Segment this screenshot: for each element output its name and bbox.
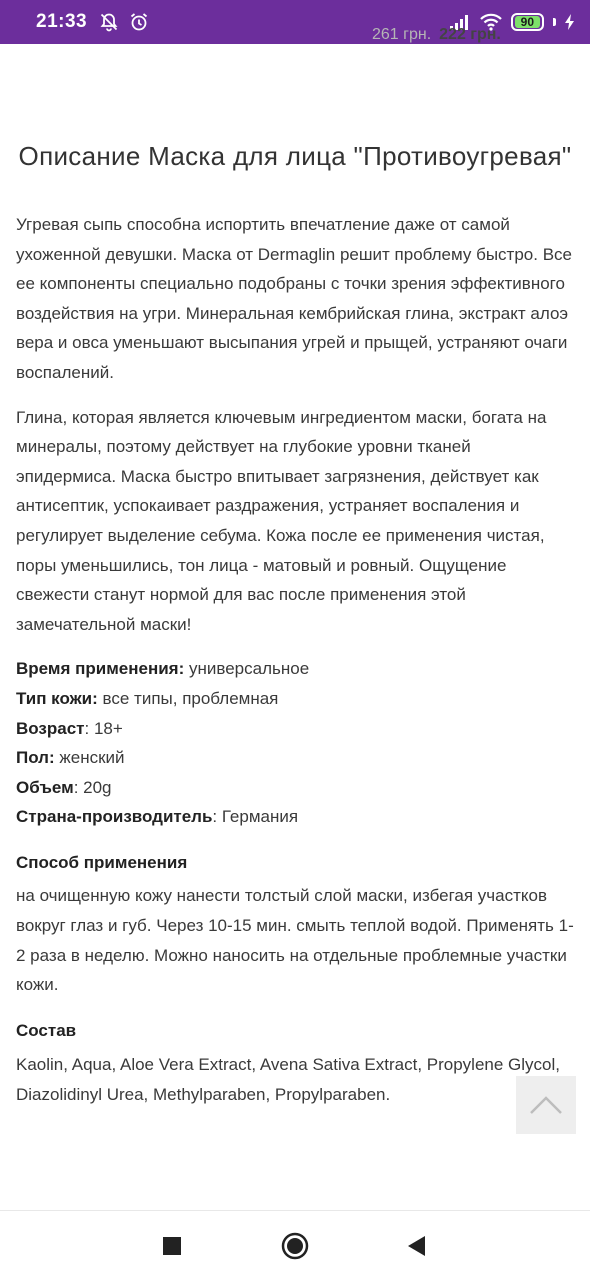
home-circle-icon [281, 1232, 309, 1260]
status-bar [0, 0, 590, 44]
back-button[interactable] [401, 1231, 431, 1261]
composition-title: Состав [16, 1020, 77, 1040]
spec-row [16, 773, 574, 803]
square-icon [163, 1237, 181, 1255]
recents-button[interactable] [157, 1231, 187, 1261]
spec-list [16, 654, 574, 832]
spec-row [16, 654, 574, 684]
chevron-up-icon [529, 1095, 563, 1115]
spec-value: женский [54, 748, 125, 768]
price-peek [372, 26, 501, 44]
spec-value: : Германия [212, 807, 299, 827]
new-price: 222 грн. [439, 26, 501, 43]
usage-text: на очищенную кожу нанести толстый слой маски, избегая участков вокруг глаз и губ. Через 10-15 мин. смыть теплой водой. Применять 1-2 раза в неделю. Можно наносить на отдельные проблемные участки кожи. [16, 886, 574, 995]
alarm-icon [129, 12, 149, 32]
spec-label: Возраст [16, 718, 85, 738]
usage-title: Способ применения [16, 852, 188, 872]
product-description [0, 44, 590, 1210]
spec-label: Время применения: [16, 659, 185, 679]
scroll-to-top-button[interactable] [516, 1076, 576, 1134]
charging-icon [564, 13, 576, 31]
spec-label: Страна-производитель [16, 807, 213, 827]
spec-value: : 18+ [84, 718, 123, 738]
description-title: Описание Маска для лица "Противоугревая" [18, 141, 572, 171]
status-time: 21:33 [36, 11, 88, 32]
system-nav-bar [0, 1210, 590, 1280]
back-triangle-icon [406, 1235, 426, 1257]
home-button[interactable] [280, 1231, 310, 1261]
spec-label: Пол: [16, 748, 55, 768]
spec-label: Объем [16, 777, 74, 797]
composition-text: Kaolin, Aqua, Aloe Vera Extract, Avena Sativa Extract, Propylene Glycol, Diazolidinyl Urea, Methylparaben, Propylparaben. [16, 1055, 560, 1105]
spec-label: Тип кожи: [16, 688, 98, 708]
spec-row [16, 743, 574, 773]
spec-value: универсальное [184, 659, 310, 679]
spec-row [16, 714, 574, 744]
spec-row [16, 684, 574, 714]
spec-value: все типы, проблемная [97, 688, 279, 708]
spec-value: : 20g [73, 777, 112, 797]
bell-off-icon [99, 12, 119, 32]
spec-row [16, 802, 574, 832]
battery-level: 90 [515, 16, 540, 28]
description-paragraph-2: Глина, которая является ключевым ингредиентом маски, богата на минералы, поэтому действует на глубокие уровни тканей эпидермиса. Маска быстро впитывает загрязнения, действует как антисептик, успокаивает раздражения, устраняет воспаления и регулирует выделение себума. Кожа после ее применения чистая, поры уменьшились, тон лица - матовый и ровный. Ощущение свежести станут нормой для вас после применения этой замечательной маски! [16, 407, 547, 634]
battery-icon [511, 13, 544, 31]
description-paragraph-1: Угревая сыпь способна испортить впечатление даже от самой ухоженной девушки. Маска от Dermaglin решит проблему быстро. Все ее компоненты специально подобраны с точки зрения эффективного воздействия на угри. Минеральная кембрийская глина, экстракт алоэ вера и овса уменьшают высыпания угрей и прыщей, устраняют очаги воспалений. [16, 215, 572, 382]
old-price: 261 грн. [372, 26, 432, 43]
